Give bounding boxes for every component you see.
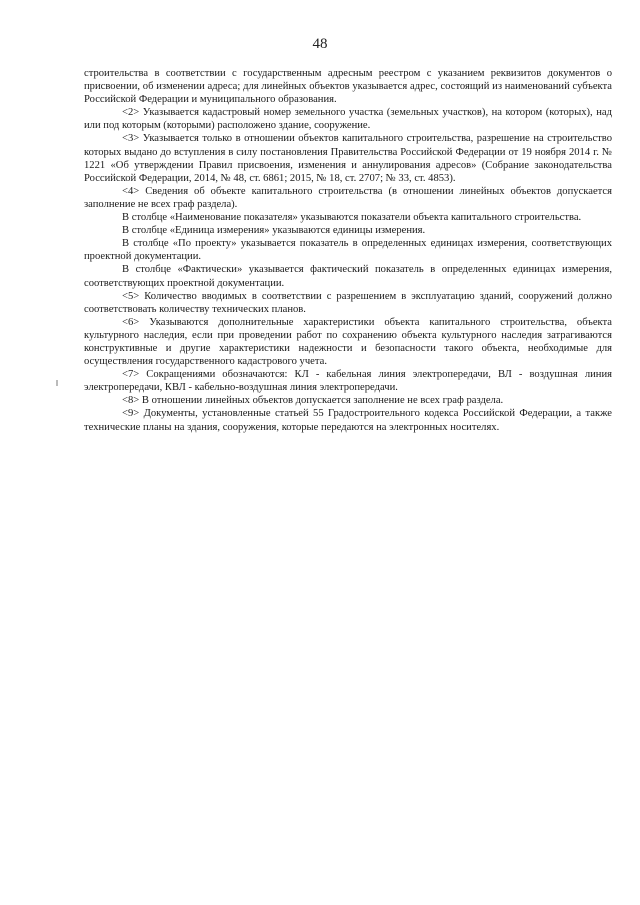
paragraph-address-continuation: строительства в соответствии с государственным адресным реестром с указанием реквизитов документов о присвоении, об изменении адреса; для линейных объектов указывается адрес, состоящий из наименований субъекта Российской Федерации и муниципального образования.	[84, 68, 612, 106]
scan-artifact-mark	[56, 380, 58, 386]
paragraph-column-indicator-name: В столбце «Наименование показателя» указываются показатели объекта капитального строительства.	[122, 212, 582, 224]
page-number: 48	[312, 36, 328, 52]
footnote-2: <2> Указывается кадастровый номер земельного участка (земельных участков), на котором (которых), над или под которым (которыми) расположено здание, сооружение.	[84, 107, 612, 132]
footnote-3: <3> Указывается только в отношении объектов капитального строительства, разрешение на строительство которых выдано до вступления в силу постановления Правительства Российской Федерации от 19 ноября 2014 г. № 1221 «Об утверждении Правил присвоения, изменения и аннулирования адресов» (Собрание законодательства Российской Федерации, 2014, № 48, ст. 6861; 2015, № 18, ст. 2707; № 33, ст. 4853).	[84, 133, 612, 184]
footnote-7: <7> Сокращениями обозначаются: КЛ - кабельная линия электропередачи, ВЛ - воздушная линия электропередачи, КВЛ - кабельно-воздушная линия электропередачи.	[84, 369, 612, 394]
footnote-6: <6> Указываются дополнительные характеристики объекта капитального строительства, объекта культурного наследия, если при проведении работ по сохранению объекта культурного наследия затрагиваются конструктивные и другие характеристики надежности и безопасности такого объекта, необходимые для осуществления государственного кадастрового учета.	[84, 316, 612, 368]
footnote-8: <8> В отношении линейных объектов допускается заполнение не всех граф раздела.	[122, 395, 504, 407]
footnote-9: <9> Документы, установленные статьей 55 Градостроительного кодекса Российской Федерации, а также технические планы на здания, сооружения, которые передаются на электронных носителях.	[84, 408, 612, 433]
paragraph-column-unit: В столбце «Единица измерения» указываются единицы измерения.	[122, 225, 426, 237]
footnote-5: <5> Количество вводимых в соответствии с разрешением в эксплуатацию зданий, сооружений должно соответствовать количеству технических планов.	[84, 290, 612, 315]
paragraph-column-by-project: В столбце «По проекту» указывается показатель в определенных единицах измерения, соответствующих проектной документации.	[84, 238, 612, 263]
paragraph-column-actual: В столбце «Фактически» указывается фактический показатель в определенных единицах измерения, соответствующих проектной документации.	[84, 264, 612, 289]
document-body	[84, 67, 612, 434]
footnote-4: <4> Сведения об объекте капитального строительства (в отношении линейных объектов допускается заполнение не всех граф раздела).	[84, 185, 612, 210]
